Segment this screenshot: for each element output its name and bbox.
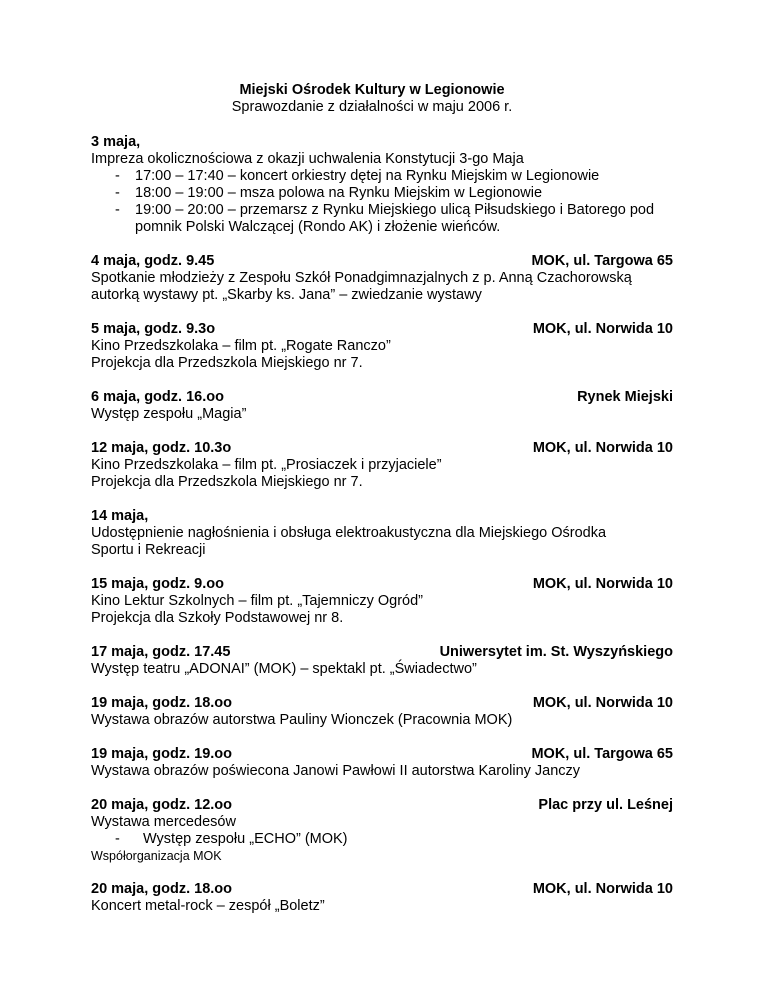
event-description: Spotkanie młodzieży z Zespołu Szkół Ponadgimnazjalnych z p. Anną Czachorowską [91,270,632,286]
event-description: Kino Przedszkolaka – film pt. „Prosiaczek i przyjaciele” [91,457,442,473]
event-date: 12 maja, godz. 10.3o [91,440,232,456]
event-heading [91,576,673,593]
event-place: MOK, ul. Norwida 10 [532,881,673,897]
event-description: Wystawa obrazów autorstwa Pauliny Wionczek (Pracownia MOK) [91,712,513,728]
event-heading [91,321,673,338]
event-entry [91,746,673,780]
event-entry [91,389,673,423]
event-description: Sportu i Rekreacji [91,542,206,558]
event-description: Występ zespołu „Magia” [91,406,247,422]
event-description: Wystawa obrazów poświecona Janowi Pawłowi II autorstwa Karoliny Janczy [91,763,581,779]
event-date: 6 maja, godz. 16.oo [91,389,224,405]
event-description: Projekcja dla Przedszkola Miejskiego nr 7. [91,474,363,490]
event-entry [91,508,673,559]
bullet-item: - Występ zespołu „ECHO” (MOK) [115,831,348,847]
event-date: 5 maja, godz. 9.3o [91,321,216,337]
bullet-item: - 18:00 – 19:00 – msza polowa na Rynku Miejskim w Legionowie [115,185,543,201]
event-entry [91,440,673,491]
event-entry [91,644,673,678]
event-heading [91,389,673,406]
event-heading [91,508,673,525]
event-date: 14 maja, [91,508,149,524]
event-description: autorką wystawy pt. „Skarby ks. Jana” – zwiedzanie wystawy [91,287,482,303]
event-description: Koncert metal-rock – zespół „Boletz” [91,898,325,914]
event-heading [91,253,673,270]
event-date: 4 maja, godz. 9.45 [91,253,215,269]
event-bullets [91,831,673,848]
event-entry [91,321,673,372]
event-place: Plac przy ul. Leśnej [538,797,673,813]
document-page [91,82,673,915]
event-date: 20 maja, godz. 18.oo [91,881,233,897]
bullet-item: - 17:00 – 17:40 – koncert orkiestry dętej na Rynku Miejskim w Legionowie [115,168,600,184]
event-heading [91,644,673,661]
event-place: Rynek Miejski [577,389,673,405]
bullet-item: - 19:00 – 20:00 – przemarsz z Rynku Miejskiego ulicą Piłsudskiego i Batorego pod pomnik Polski Walczącej (Rondo AK) i złożenie wieńców. [115,202,655,235]
event-description: Kino Przedszkolaka – film pt. „Rogate Ranczo” [91,338,391,354]
event-entry [91,134,673,236]
document-header [91,82,673,116]
document-subtitle: Sprawozdanie z działalności w maju 2006 r. [231,99,513,115]
event-heading [91,440,673,457]
event-entry [91,797,673,864]
event-description: Impreza okolicznościowa z okazji uchwalenia Konstytucji 3-go Maja [91,151,524,167]
event-date: 19 maja, godz. 18.oo [91,695,233,711]
event-date: 15 maja, godz. 9.oo [91,576,224,592]
event-description: Udostępnienie nagłośnienia i obsługa elektroakustyczna dla Miejskiego Ośrodka [91,525,607,541]
event-entry [91,253,673,304]
event-date: 3 maja, [91,134,141,150]
event-description: Występ teatru „ADONAI” (MOK) – spektakl pt. „Świadectwo” [91,661,477,677]
event-bullets [91,168,673,236]
event-entry [91,576,673,627]
document-title: Miejski Ośrodek Kultury w Legionowie [239,82,505,98]
event-heading [91,134,673,151]
event-heading [91,797,673,814]
event-place: MOK, ul. Norwida 10 [532,695,673,711]
event-entry [91,695,673,729]
event-place: MOK, ul. Targowa 65 [531,253,673,269]
event-place: MOK, ul. Norwida 10 [532,321,673,337]
event-place: Uniwersytet im. St. Wyszyńskiego [439,644,673,660]
event-date: 19 maja, godz. 19.oo [91,746,233,762]
event-heading [91,695,673,712]
event-place: MOK, ul. Norwida 10 [532,440,673,456]
event-description: Projekcja dla Przedszkola Miejskiego nr 7. [91,355,363,371]
event-entry [91,881,673,915]
event-note: Współorganizacja MOK [91,849,222,863]
event-heading [91,746,673,763]
event-description: Wystawa mercedesów [91,814,236,830]
event-place: MOK, ul. Targowa 65 [531,746,673,762]
event-description: Kino Lektur Szkolnych – film pt. „Tajemniczy Ogród” [91,593,424,609]
event-date: 20 maja, godz. 12.oo [91,797,233,813]
event-heading [91,881,673,898]
event-description: Projekcja dla Szkoły Podstawowej nr 8. [91,610,344,626]
event-date: 17 maja, godz. 17.45 [91,644,231,660]
event-place: MOK, ul. Norwida 10 [532,576,673,592]
